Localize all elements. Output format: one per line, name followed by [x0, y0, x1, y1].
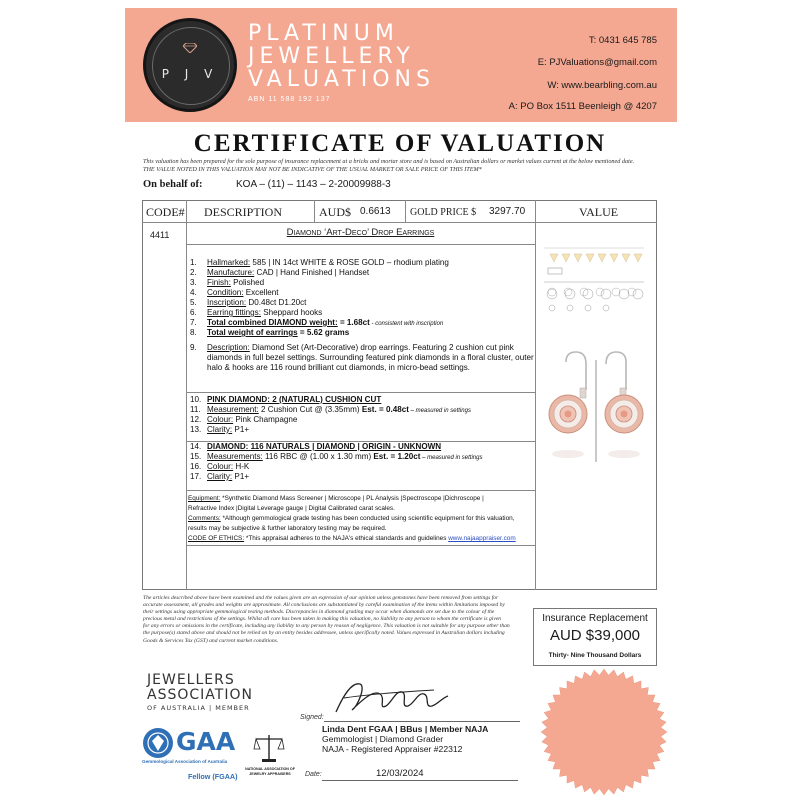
intro-line-1: This valuation has been prepared for the sole purpose of insurance replacement at a bricks and mortar store and is based on Australian dollars or market values current at the below mentioned date.	[143, 158, 635, 165]
ja-line-1: JEWELLERS	[147, 672, 235, 688]
item-title: Diamond ‘Art-Deco’ Drop Earrings	[286, 227, 435, 238]
intro-line-2: THE VALUE NOTED IN THIS VALUATION MAY NOT BE INDICATIVE OF THE USUAL MARKET OR SALE PRICE OF THIS ITEM*	[143, 166, 482, 173]
date-label: Date:	[305, 771, 322, 778]
brand-line-1: PLATINUM	[248, 21, 399, 46]
description-line: 15. Measurements: 116 RBC @ (1.00 x 1.30 mm) Est. = 1.20ct – measured in settings	[190, 452, 483, 461]
aud-value: 0.6613	[360, 206, 391, 217]
contact-phone: T: 0431 645 785	[588, 35, 657, 46]
ja-line-3: OF AUSTRALIA | MEMBER	[147, 704, 250, 712]
comments-text-1: *Although gemmological grade testing has been conducted using scientific equipment for this valuation,	[220, 515, 515, 522]
description-line: 9. Description: Diamond Set (Art-Decorative) drop earrings. Featuring 2 cushion cut pink	[190, 343, 514, 352]
description-line: halo & hooks are 116 round brilliant cut diamonds, in micro-bead settings.	[207, 363, 471, 372]
clarity-grade-chart	[540, 278, 648, 318]
description-line: 14. DIAMOND: 116 NATURALS | DIAMOND | ORIGIN - UNKNOWN	[190, 442, 442, 451]
equipment-text-1: *Synthetic Diamond Mass Screener | Microscope | PL Analysis |Spectroscope |Dichroscope |	[220, 495, 484, 502]
scales-icon	[252, 733, 286, 763]
contact-email: E: PJValuations@gmail.com	[537, 57, 657, 68]
col-code: CODE#	[146, 205, 185, 219]
brand-line-2: JEWELLERY	[248, 44, 415, 69]
pjv-logo: P J V	[143, 18, 237, 112]
description-line: 16. Colour: H-K	[190, 462, 250, 471]
equipment-text-2: Refractive Index |Digital Leverage gauge | Digital Calibrated carat scales.	[188, 505, 395, 512]
col-aud-label: AUD$	[319, 205, 351, 219]
behalf-label: On behalf of:	[143, 179, 203, 190]
abn-number: ABN 11 588 192 137	[248, 96, 331, 103]
naja-line-2: JEWELRY APPRAISERS	[249, 772, 291, 776]
gaa-fellow: Fellow (FGAA)	[188, 772, 238, 781]
ethics-text: *This appraisal adheres to the NAJA's ethical standards and guidelines	[244, 535, 449, 542]
description-line: 13. Clarity: P1+	[190, 425, 250, 434]
certificate-title: CERTIFICATE OF VALUATION	[193, 130, 607, 157]
signer-role: Gemmologist | Diamond Grader	[322, 734, 444, 744]
disclaimer-line: Goods & Services Tax (GST) and current market conditions.	[143, 637, 279, 644]
ethics-label: CODE OF ETHICS:	[188, 535, 245, 542]
gaa-subtitle: Gemmological Association of Australia	[142, 759, 228, 764]
description-line: diamonds in full bezel settings. Surrounding featured pink diamonds in a floral cluster, outer	[207, 353, 534, 362]
signed-label: Signed:	[300, 714, 324, 721]
description-line: 7. Total combined DIAMOND weight: = 1.68ct - consistent with inscription	[190, 318, 444, 327]
insurance-amount: AUD $39,000	[549, 627, 641, 644]
description-line: 11. Measurement: 2 Cushion Cut @ (3.35mm) Est. = 0.48ct – measured in settings	[190, 405, 471, 414]
disclaimer-line: precious metal and restrictions of the settings. Whilst all care has been taken in making this valuation, no liability to any person to whom the certificate is given	[143, 616, 502, 623]
disclaimer-line: their settings using appropriate gemmological testing methods. Discrepancies in diamond grading may occur when diamonds are set due to the colour of the	[143, 609, 495, 616]
equipment-label: Equipment:	[188, 495, 221, 502]
disclaimer-line: the purpose(s) stated above and should not be relied on by an entity besides addressee, unless specifically noted. Values expressed in Australian dollars including	[143, 630, 505, 637]
behalf-value: KOA – (11) – 1143 – 2-20009988-3	[236, 179, 391, 190]
disclaimer-line: accurate assessment, all grades and weights are approximate. All conclusions are substantiated by careful examination of the items within limitations imposed by	[143, 602, 505, 609]
description-line: 4. Condition: Excellent	[190, 288, 279, 297]
signer-name: Linda Dent FGAA | BBus | Member NAJA	[322, 724, 489, 734]
description-line: 12. Colour: Pink Champagne	[190, 415, 298, 424]
contact-address: A: PO Box 1511 Beenleigh @ 4207	[508, 101, 657, 112]
description-line: 5. Inscription: D0.48ct D1.20ct	[190, 298, 307, 307]
disclaimer-line: The articles described above have been examined and the values given are an expression of our opinion unless gemstones have been removed from settings for	[143, 595, 499, 601]
gaa-emblem-icon	[142, 727, 174, 759]
gaa-logo-text: GAA	[176, 727, 236, 756]
description-line: 3. Finish: Polished	[190, 278, 265, 287]
col-gold-label: GOLD PRICE $	[410, 207, 477, 218]
description-line: 17. Clarity: P1+	[190, 472, 250, 481]
insurance-label: Insurance Replacement	[542, 613, 648, 624]
naja-link[interactable]: www.najaappraiser.com	[448, 535, 516, 542]
item-code: 4411	[150, 230, 170, 240]
gold-price-value: 3297.70	[489, 206, 526, 217]
signature	[330, 676, 452, 718]
diamond-icon	[183, 43, 197, 53]
disclaimer-line: for any errors or omissions in the certificate, including any liability to any person by reason of negligence. This valuation is not suitable for any purpose other than	[143, 623, 510, 630]
contact-web: W: www.bearbling.com.au	[547, 80, 657, 91]
earrings-photo	[540, 350, 652, 465]
col-description: DESCRIPTION	[204, 205, 283, 219]
comments-text-2: results may be subjective & further laboratory testing may be required.	[188, 525, 387, 532]
col-value: VALUE	[579, 205, 619, 219]
naja-line-1: NATIONAL ASSOCIATION OF	[245, 767, 295, 771]
description-line: 6. Earring fittings: Sheppard hooks	[190, 308, 323, 317]
description-line: 8. Total weight of earrings = 5.62 grams	[190, 328, 350, 337]
comments-label: Comments:	[188, 515, 221, 522]
seal-stamp	[539, 667, 669, 797]
signer-naja: NAJA - Registered Appraiser #22312	[322, 744, 463, 754]
insurance-words: Thirty- Nine Thousand Dollars	[548, 652, 642, 659]
ja-line-2: ASSOCIATION	[147, 687, 253, 703]
description-line: 10. PINK DIAMOND: 2 (NATURAL) CUSHION CUT	[190, 395, 382, 404]
brand-line-3: VALUATIONS	[248, 67, 435, 92]
disclaimer	[143, 595, 528, 645]
description-line: 1. Hallmarked: 585 | IN 14ct WHITE & ROSE GOLD – rhodium plating	[190, 258, 449, 267]
valuation-date: 12/03/2024	[376, 768, 424, 779]
description-line: 2. Manufacture: CAD | Hand Finished | Handset	[190, 268, 370, 277]
